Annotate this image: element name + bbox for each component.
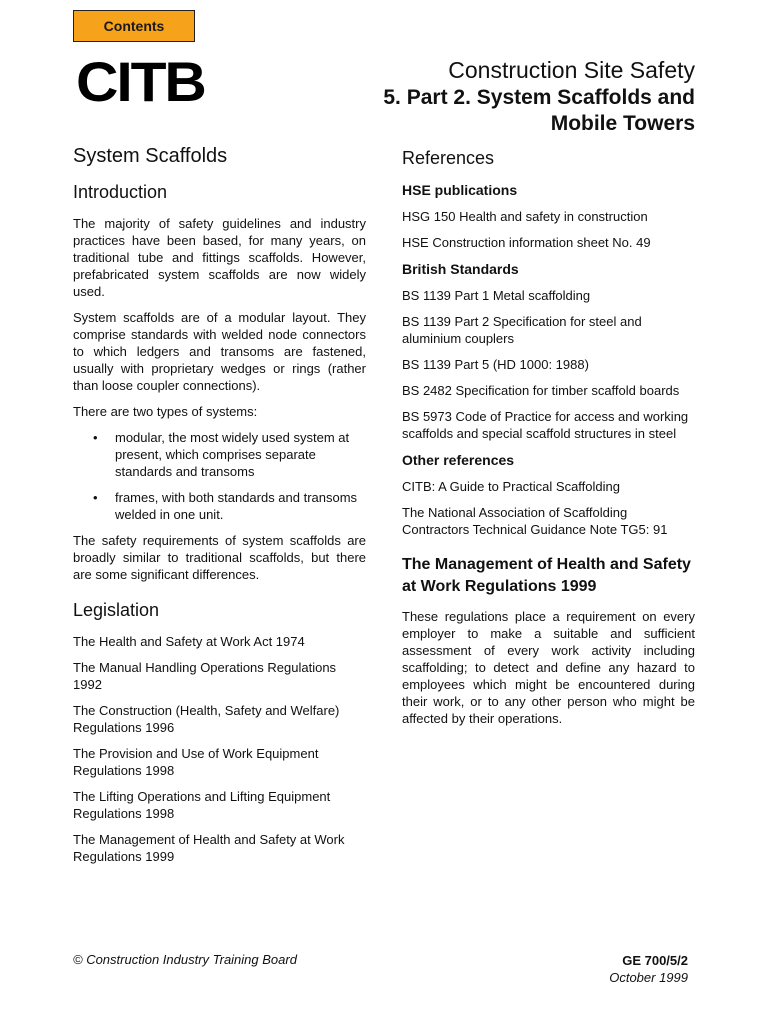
reference-item: HSE Construction information sheet No. 49 — [402, 235, 651, 250]
reference-item: BS 5973 Code of Practice for access and working scaffolds and special scaffold structures in steel — [402, 409, 689, 441]
intro-paragraph-1: The majority of safety guidelines and industry practices have been based, for many years, on traditional tube and fittings scaffolds. However, prefabricated system scaffolds are now widely used. — [73, 216, 366, 299]
hse-publications-heading: HSE publications — [402, 182, 518, 198]
references-heading: References — [402, 148, 495, 168]
list-item — [73, 489, 366, 523]
bullet-icon: • — [93, 430, 98, 445]
british-standards-heading: British Standards — [402, 261, 519, 277]
document-reference — [609, 952, 688, 986]
intro-paragraph-4: The safety requirements of system scaffolds are broadly similar to traditional scaffolds, but there are some significant differences. — [73, 533, 366, 582]
legislation-item: The Construction (Health, Safety and Welfare) Regulations 1996 — [73, 703, 340, 735]
intro-paragraph-3: There are two types of systems: — [73, 404, 258, 419]
legislation-item: The Lifting Operations and Lifting Equipment Regulations 1998 — [73, 789, 331, 821]
document-title — [383, 85, 695, 137]
reference-item: The National Association of Scaffolding Contractors Technical Guidance Note TG5: 91 — [402, 505, 668, 537]
contents-button[interactable]: Contents — [73, 10, 195, 42]
reference-item: CITB: A Guide to Practical Scaffolding — [402, 479, 620, 494]
series-title: Construction Site Safety — [448, 57, 695, 83]
document-title-line-2: Mobile Towers — [550, 112, 695, 135]
legislation-heading: Legislation — [73, 600, 160, 620]
list-item — [73, 429, 366, 480]
mhsw-regulations-heading: The Management of Health and Safety at Work Regulations 1999 — [402, 556, 691, 595]
reference-item: BS 1139 Part 2 Specification for steel and aluminium couplers — [402, 314, 642, 346]
system-types-list — [73, 429, 366, 523]
list-item-text: modular, the most widely used system at present, which comprises separate standards and transoms — [115, 430, 350, 479]
legislation-item: The Provision and Use of Work Equipment Regulations 1998 — [73, 746, 319, 778]
left-column — [73, 143, 366, 874]
other-references-heading: Other references — [402, 452, 515, 468]
list-item-text: frames, with both standards and transoms welded in one unit. — [115, 490, 358, 522]
document-title-line-1: 5. Part 2. System Scaffolds and — [383, 86, 695, 109]
document-date: October 1999 — [609, 970, 688, 985]
reference-item: BS 1139 Part 5 (HD 1000: 1988) — [402, 357, 589, 372]
bullet-icon: • — [93, 490, 98, 505]
legislation-list — [73, 633, 366, 865]
copyright-notice: © Construction Industry Training Board — [73, 952, 297, 967]
introduction-heading: Introduction — [73, 182, 168, 202]
page-title: System Scaffolds — [73, 145, 228, 167]
right-column — [402, 143, 695, 736]
intro-paragraph-2: System scaffolds are of a modular layout. They comprise standards with welded node connectors to which ledgers and transoms are fastened, usually with proprietary wedges or rings (rather than loose coupler connections). — [73, 310, 366, 393]
legislation-item: The Manual Handling Operations Regulations 1992 — [73, 660, 337, 692]
citb-logo: CITB — [76, 50, 205, 113]
legislation-item: The Health and Safety at Work Act 1974 — [73, 634, 305, 649]
reference-item: BS 1139 Part 1 Metal scaffolding — [402, 288, 591, 303]
legislation-item: The Management of Health and Safety at Work Regulations 1999 — [73, 832, 345, 864]
document-header — [383, 56, 695, 137]
reference-item: HSG 150 Health and safety in construction — [402, 209, 648, 224]
document-code: GE 700/5/2 — [622, 953, 688, 968]
reference-item: BS 2482 Specification for timber scaffold boards — [402, 383, 680, 398]
mhsw-regulations-text: These regulations place a requirement on every employer to make a suitable and sufficient assessment of every work activity including scaffolding; to detect and define any hazard to employees which might be encountered during their work, or to any other person who might be affected by their operations. — [402, 609, 695, 726]
